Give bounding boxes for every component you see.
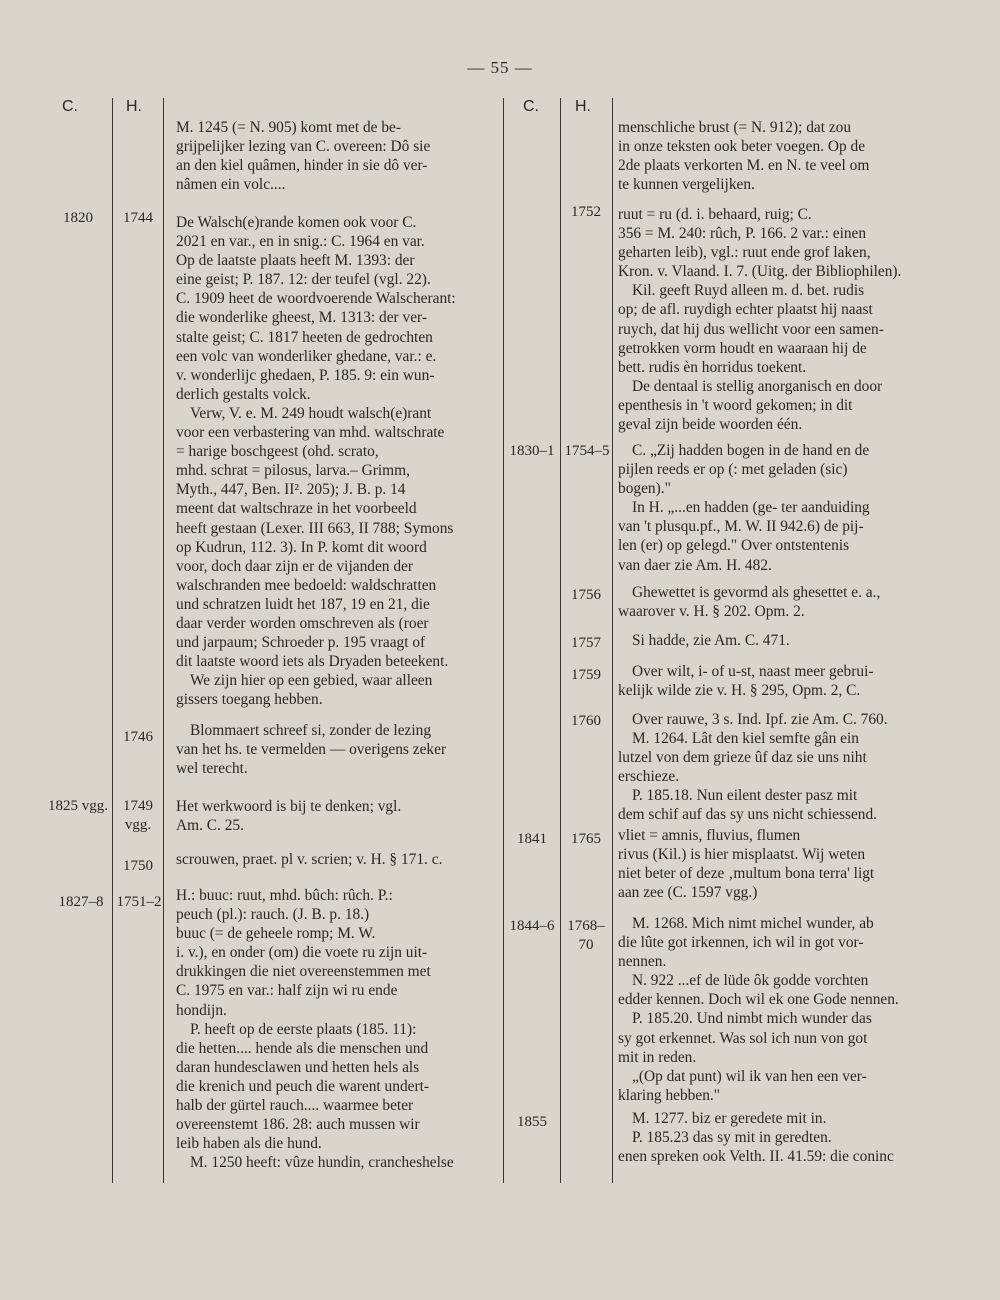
text-line: dit laatste woord iets als Dryaden beteekent. — [176, 653, 449, 671]
text-line: menschliche brust (= N. 912); dat zou — [618, 119, 852, 136]
text-line: rivus (Kil.) is hier misplaatst. Wij weten — [618, 846, 866, 864]
h-number: 1746 — [123, 729, 153, 745]
text-line: van daer zie Am. H. 482. — [618, 556, 772, 574]
text-line: heeft gestaan (Lexer. III 663, II 788; Symons — [176, 519, 454, 537]
text-line: We zijn hier op een gebied, waar alleen — [190, 672, 433, 690]
h-number: 1752 — [571, 204, 601, 220]
left-column-rule-1 — [112, 98, 113, 1183]
text-line: geval zijn beide woorden één. — [618, 416, 803, 434]
entry-text — [618, 631, 930, 650]
left-column-rule-2 — [163, 98, 164, 1183]
text-line: eine geist; P. 187. 12: der teufel (vgl. 22). — [176, 271, 431, 289]
text-line: enen spreken ook Velth. II. 41.59: die coninc — [618, 1148, 894, 1166]
entry-text — [176, 850, 491, 869]
text-line: De Walsch(e)rande komen ook voor C. — [176, 214, 417, 231]
text-line: v. wonderlijc ghedaen, P. 185. 9: ein wun- — [176, 366, 435, 384]
text-line: P. heeft op de eerste plaats (185. 11): — [190, 1020, 417, 1038]
c-number: 1827–8 — [58, 894, 104, 910]
text-line: voor een verbastering van mhd. waltschrate — [176, 424, 445, 442]
text-line: Op de laatste plaats heeft M. 1393: der — [176, 252, 415, 270]
c-number: 1830–1 — [509, 443, 555, 459]
entry-text — [618, 441, 930, 575]
text-line: N. 922 ...ef de lüde ôk godde vorchten — [632, 972, 869, 990]
text-line: 2de plaats verkorten M. en N. te veel om — [618, 157, 870, 175]
text-line: und schratzen luidt het 187, 19 en 21, die — [176, 595, 430, 613]
h-number: 1759 — [571, 667, 601, 683]
text-line: H.: buuc: ruut, mhd. bûch: rûch. P.: — [176, 887, 393, 904]
h-number: 1768–70 — [567, 918, 605, 953]
h-number: 1749 vgg. — [123, 798, 153, 833]
entry-text — [176, 213, 491, 709]
text-line: mit in reden. — [618, 1048, 697, 1066]
text-line: leib haben als die hund. — [176, 1135, 322, 1153]
text-line: 2021 en var., en in snig.: C. 1964 en var. — [176, 233, 425, 251]
right-column-rule-2 — [612, 98, 613, 1183]
text-line: in onze teksten ook beter voegen. Op de — [618, 138, 866, 156]
center-rule — [503, 98, 504, 1183]
text-line: scrouwen, praet. pl v. scrien; v. H. § 171. c. — [176, 851, 443, 868]
text-line: sy got erkennet. Was sol ich nun von got — [618, 1029, 868, 1047]
text-line: epenthesis in 't woord gekomen; in dit — [618, 396, 853, 414]
entry-text — [618, 662, 930, 700]
text-line: die lûte got irkennen, ich wil in got vor- — [618, 934, 864, 952]
text-line: overeenstemt 186. 28: auch mussen wir — [176, 1116, 420, 1134]
h-number: 1765 — [571, 831, 601, 847]
text-line: drukkingen die niet overeenstemmen met — [176, 963, 431, 981]
text-line: niet beter of deze ‚multum bona terra' ligt — [618, 865, 875, 883]
header-right-h: H. — [575, 98, 591, 115]
h-number: 1760 — [571, 713, 601, 729]
text-line: aan zee (C. 1597 vgg.) — [618, 884, 758, 902]
h-number: 1750 — [123, 858, 153, 874]
text-line: bogen)." — [618, 480, 671, 498]
text-line: daran hundesclawen und hetten hels als — [176, 1058, 420, 1076]
entry-text — [618, 1109, 930, 1166]
text-line: voor, doch daar zijn er de vijanden der — [176, 557, 413, 575]
text-line: P. 185.20. Und nimbt mich wunder das — [632, 1010, 872, 1028]
text-line: Kron. v. Vlaand. I. 7. (Uitg. der Bibliophilen). — [618, 263, 902, 281]
text-line: ruut = ru (d. i. behaard, ruig; C. — [618, 206, 812, 223]
text-line: dem schif auf das sy uns nicht schiessend. — [618, 806, 878, 824]
text-line: peuch (pl.): rauch. (J. B. p. 18.) — [176, 906, 370, 924]
text-line: gissers toegang hebben. — [176, 691, 323, 709]
text-line: van het hs. te vermelden — overigens zeker — [176, 741, 447, 759]
text-line: Blommaert schreef si, zonder de lezing — [190, 722, 432, 739]
h-number: 1756 — [571, 587, 601, 603]
text-line: grijpelijker lezing van C. overeen: Dô sie — [176, 138, 431, 156]
text-line: derlich gestalts volck. — [176, 385, 311, 403]
h-number: 1754–5 — [564, 443, 610, 459]
text-line: halb der gürtel rauch.... waarmee beter — [176, 1097, 414, 1115]
text-line: C. „Zij hadden bogen in de hand en de — [632, 442, 870, 459]
text-line: wel terecht. — [176, 760, 248, 778]
text-line: M. 1245 (= N. 905) komt met de be- — [176, 119, 401, 136]
text-line: van 't plusqu.pf., M. W. II 942.6) de pij- — [618, 518, 864, 536]
page-number: — 55 — — [467, 58, 533, 77]
text-line: te kunnen vergelijken. — [618, 176, 755, 194]
text-line: P. 185.23 das sy mit in geredten. — [632, 1129, 832, 1147]
text-line: und jarpaum; Schroeder p. 195 vraagt of — [176, 634, 426, 652]
text-line: lutzel von dem grieze ûf daz sie uns niht — [618, 749, 867, 767]
entry-text — [618, 583, 930, 621]
text-line: C. 1909 heet de woordvoerende Walscherant: — [176, 290, 456, 308]
entry-text — [618, 826, 930, 902]
entry-text — [618, 914, 930, 1105]
text-line: stalte geist; C. 1817 heeten de gedrochten — [176, 328, 433, 346]
c-number: 1825 vgg. — [48, 798, 108, 814]
text-line: Over wilt, i- of u-st, naast meer gebrui- — [632, 663, 874, 680]
c-number: 1820 — [63, 210, 93, 226]
text-line: geharten leib), vgl.: ruut ende grof laken, — [618, 244, 871, 262]
text-line: meent dat waltschraze in het voorbeeld — [176, 500, 417, 518]
entry-text — [176, 721, 491, 778]
h-number: 1757 — [571, 635, 601, 651]
text-line: i. v.), en onder (om) die voete ru zijn uit- — [176, 944, 428, 962]
text-line: waarover v. H. § 202. Opm. 2. — [618, 603, 805, 621]
text-line: Ghewettet is gevormd als ghesettet e. a., — [632, 584, 881, 601]
text-line: Verw, V. e. M. 249 houdt walsch(e)rant — [190, 404, 432, 422]
text-line: vliet = amnis, fluvius, flumen — [618, 827, 801, 844]
h-number: 1744 — [123, 210, 153, 226]
text-line: daar verder worden omschreven als (roer — [176, 614, 429, 632]
text-line: 356 = M. 240: rûch, P. 166. 2 var.: einen — [618, 225, 867, 243]
text-line: M. 1268. Mich nimt michel wunder, ab — [632, 915, 874, 932]
text-line: pijlen reeds er op (: met geladen (sic) — [618, 461, 848, 479]
header-left-c: C. — [62, 98, 78, 115]
c-number: 1841 — [517, 831, 547, 847]
text-line: kelijk wilde zie v. H. § 295, Opm. 2, C. — [618, 682, 861, 700]
entry-text — [176, 118, 491, 194]
text-line: Over rauwe, 3 s. Ind. Ipf. zie Am. C. 760. — [632, 711, 888, 728]
entry-text — [618, 710, 930, 825]
h-number: 1751–2 — [116, 894, 162, 910]
text-line: nennen. — [618, 953, 667, 971]
c-number: 1844–6 — [509, 918, 555, 934]
text-line: bett. rudis èn horridus toekent. — [618, 358, 807, 376]
text-line: mhd. schrat = pilosus, larva.– Grimm, — [176, 462, 410, 480]
text-line: erschieze. — [618, 768, 680, 786]
entry-text — [618, 205, 930, 434]
text-line: nâmen ein volc.... — [176, 176, 286, 194]
text-line: Am. C. 25. — [176, 817, 244, 835]
header-right-c: C. — [523, 98, 539, 115]
text-line: De dentaal is stellig anorganisch en door — [632, 377, 883, 395]
text-line: die hetten.... hende als die menschen und — [176, 1039, 429, 1057]
text-line: edder kennen. Doch wil ek one Gode nennen. — [618, 991, 899, 1009]
text-line: ruych, dat hij dus wellicht voor een samen- — [618, 320, 884, 338]
text-line: len (er) op gelegd." Over ontstentenis — [618, 537, 850, 555]
text-line: = harige boschgeest (ohd. scrato, — [176, 443, 379, 461]
text-line: M. 1277. biz er geredete mit in. — [632, 1110, 827, 1127]
text-line: getrokken vorm houdt en waaraan hij de — [618, 339, 867, 357]
header-left-h: H. — [126, 98, 142, 115]
text-line: buuc (= de geheele romp; M. W. — [176, 925, 376, 943]
text-line: P. 185.18. Nun eilent dester pasz mit — [632, 787, 858, 805]
text-line: die wonderlike gheest, M. 1313: der ver- — [176, 309, 427, 327]
entry-text — [618, 118, 930, 194]
text-line: an den kiel quâmen, hinder in sie dô ver- — [176, 157, 428, 175]
text-line: Kil. geeft Ruyd alleen m. d. bet. rudis — [632, 282, 865, 300]
text-line: M. 1250 heeft: vûze hundin, crancheshelse — [190, 1154, 454, 1172]
text-line: C. 1975 en var.: half zijn wi ru ende — [176, 982, 398, 1000]
text-line: op; de afl. ruydigh echter plaatst hij naast — [618, 301, 873, 319]
text-line: een volc van wonderliker ghedane, var.: e. — [176, 347, 437, 365]
entry-text — [176, 797, 491, 835]
text-line: M. 1264. Lât den kiel semfte gân ein — [632, 730, 859, 748]
text-line: klaring hebben." — [618, 1086, 721, 1104]
c-number: 1855 — [517, 1114, 547, 1130]
text-line: die krenich und peuch die warent undert- — [176, 1077, 429, 1095]
text-line: Si hadde, zie Am. C. 471. — [632, 632, 790, 649]
text-line: hondijn. — [176, 1001, 227, 1019]
text-line: In H. „...en hadden (ge- ter aanduiding — [632, 499, 870, 517]
text-line: op Kudrun, 112. 3). In P. komt dit woord — [176, 538, 427, 556]
text-line: Myth., 447, Ben. II². 205); J. B. p. 14 — [176, 481, 406, 499]
text-line: walschranden mee bedoeld: waldschratten — [176, 576, 437, 594]
entry-text — [176, 886, 491, 1172]
text-line: „(Op dat punt) wil ik van hen een ver- — [632, 1067, 867, 1085]
text-line: Het werkwoord is bij te denken; vgl. — [176, 798, 402, 815]
